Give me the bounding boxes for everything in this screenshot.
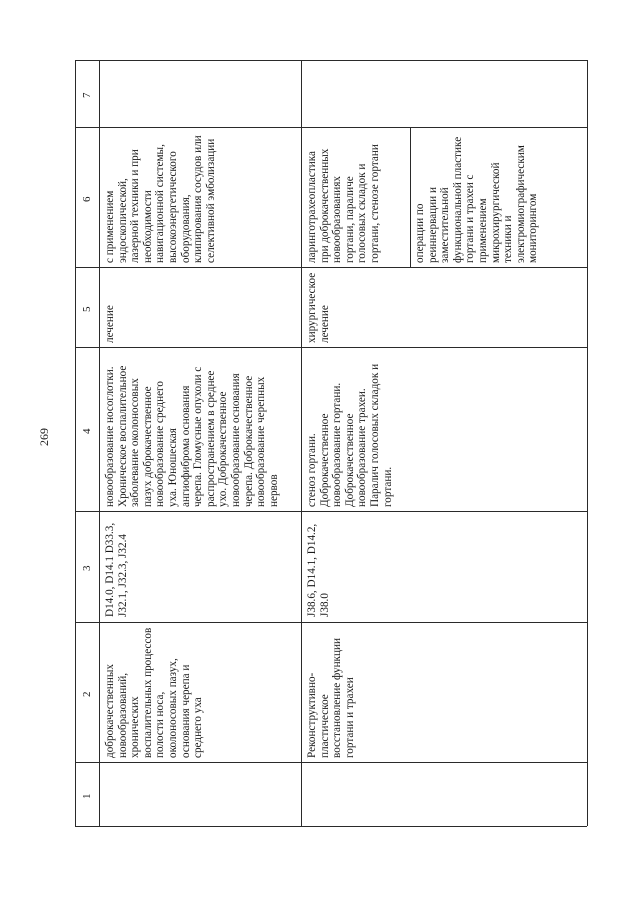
header-cell-7: 7 [81,92,93,98]
cell-c2: Реконструктивно- пластическое восстановление функции гортани и трахеи [306,638,356,758]
header-cell-3: 3 [81,565,93,571]
table-rule [587,60,588,826]
cell-c5: лечение [104,305,116,343]
table-rule [75,60,76,826]
cell-c6: с применением эндоскопической, лазерной техники и при необходимости навигационной системы, высокоэнергетического оборудования, клипирования сосудов или селективной эмболизации [104,135,217,263]
cell-c6a: ларинготрахеопластика при доброкачественных новообразованиях гортани, параличе голосовых складок и гортани, стенозе гортани [306,144,381,263]
header-cell-2: 2 [81,691,93,697]
table-rule [75,127,587,128]
cell-c6b: операции по реиннервации и заместительной функциональной пластике гортани и трахеи с применением микрохирургической техники и электромиографическим мониторингом [414,136,540,263]
header-cell-6: 6 [81,196,93,202]
cell-c5: хирургическое лечение [306,272,331,343]
cell-c2: доброкачественных новообразований, хронических воспалительных процессов полости носа, околоносовых пазух, основания черепа и среднего уха [104,627,205,758]
table-rule [99,60,100,826]
table-rule [75,826,587,827]
cell-c4: стеноз гортани. Доброкачественное новообразование гортани. Доброкачественное новообразование трахеи. Паралич голосовых складок и гортани. [306,363,394,507]
cell-c4: новообразование носоглотки. Хроническое воспалительное заболевание околоносовых пазух доброкачественное новообразование среднего уха. Юношеская ангиофиброма основания черепа. Гломусные опухоли с распространением в среднее ухо. Доброкачественное новообразование основания черепа. Доброкачественное новообразование черепных нервов [104,365,280,507]
table-rule [75,622,587,623]
table-rule [75,511,587,512]
table-rule [75,60,587,61]
header-cell-4: 4 [81,428,93,434]
header-cell-5: 5 [81,306,93,312]
page-number: 269 [37,428,51,446]
table-rule [410,267,587,268]
cell-c3: D14.0, D14.1 D33.3, J32.1, J32.3, J32.4 [104,522,129,617]
cell-c3: J38.6, D14.1, D14.2, J38.0 [306,523,331,617]
table-rule [301,60,302,826]
header-cell-1: 1 [81,793,93,799]
table-rule [410,127,411,267]
table-rule [75,762,587,763]
table-rule [75,347,587,348]
